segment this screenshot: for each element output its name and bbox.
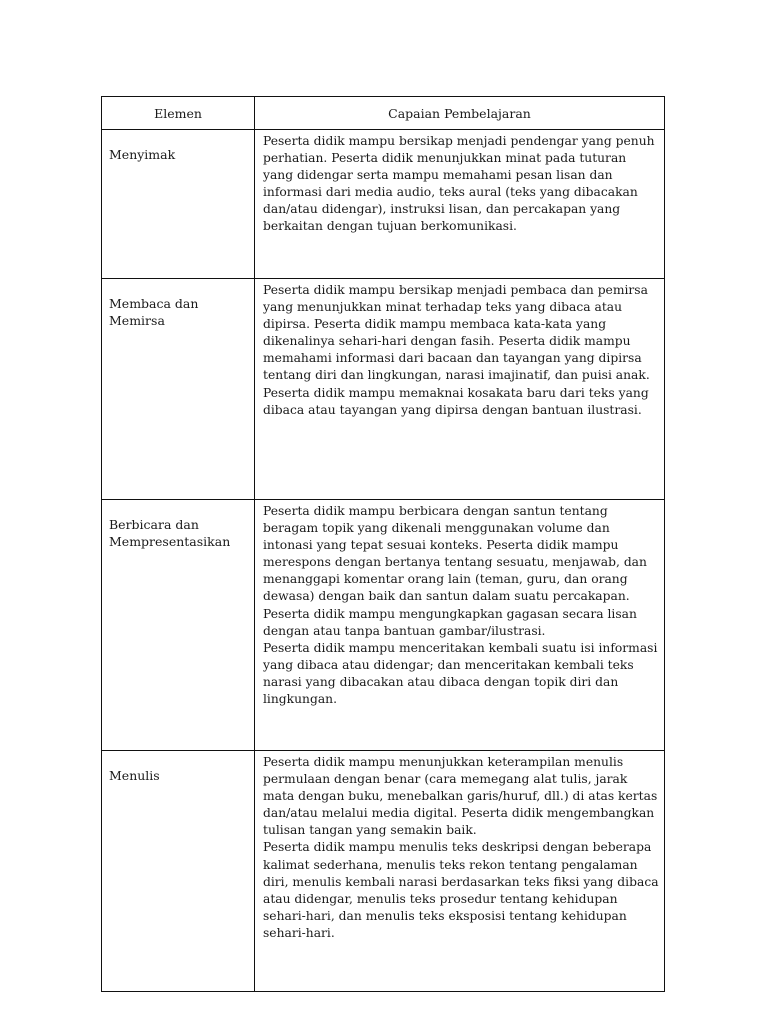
achievement-cell	[255, 500, 665, 751]
achievement-cell	[255, 751, 665, 992]
table-row-menulis	[102, 751, 665, 992]
achievement-paragraph: Peserta didik mampu menceritakan kembali suatu isi informasi yang dibaca atau didengar; dan menceritakan kembali teks narasi yang dibacakan atau dibaca dengan topik diri dan lingkungan.	[263, 640, 658, 707]
achievement-cell	[255, 130, 665, 279]
header-element: Elemen	[102, 97, 255, 130]
table-row-berbicara	[102, 500, 665, 751]
achievement-paragraph: Peserta didik mampu berbicara dengan santun tentang beragam topik yang dikenali menggunakan volume dan intonasi yang tepat sesuai konteks. Peserta didik mampu merespons dengan bertanya tentang sesuatu, menjawab, dan menanggapi komentar orang lain (teman, guru, dan orang dewasa) dengan baik dan santun dalam suatu percakapan. Peserta didik mampu mengungkapkan gagasan secara lisan dengan atau tanpa bantuan gambar/ilustrasi.	[263, 504, 647, 638]
achievement-paragraph: Peserta didik mampu menunjukkan keterampilan menulis permulaan dengan benar (cara memegang alat tulis, jarak mata dengan buku, menebalkan garis/huruf, dll.) di atas kertas dan/atau melalui media digital. Peserta didik mengembangkan tulisan tangan yang semakin baik.	[263, 755, 658, 838]
achievement-paragraph: Peserta didik mampu bersikap menjadi pendengar yang penuh perhatian. Peserta didik menunjukkan minat pada tuturan yang didengar serta mampu memahami pesan lisan dan informasi dari media audio, teks aural (teks yang dibacakan dan/atau didengar), instruksi lisan, dan percakapan yang berkaitan dengan tujuan berkomunikasi.	[263, 134, 655, 234]
element-cell: Menyimak	[102, 130, 255, 279]
achievement-paragraph: Peserta didik mampu bersikap menjadi pembaca dan pemirsa yang menunjukkan minat terhadap teks yang dibaca atau dipirsa. Peserta didik mampu membaca kata-kata yang dikenalinya sehari-hari dengan fasih. Peserta didik mampu memahami informasi dari bacaan dan tayangan yang dipirsa tentang diri dan lingkungan, narasi imajinatif, dan puisi anak. Peserta didik mampu memaknai kosakata baru dari teks yang dibaca atau tayangan yang dipirsa dengan bantuan ilustrasi.	[263, 283, 650, 417]
table-row-membaca-memirsa	[102, 279, 665, 500]
achievement-paragraph: Peserta didik mampu menulis teks deskripsi dengan beberapa kalimat sederhana, menulis teks rekon tentang pengalaman diri, menulis kembali narasi berdasarkan teks fiksi yang dibaca atau didengar, menulis teks prosedur tentang kehidupan sehari-hari, dan menulis teks eksposisi tentang kehidupan sehari-hari.	[263, 840, 659, 940]
table-header-row	[102, 97, 665, 130]
element-cell: Menulis	[102, 751, 255, 992]
table-row-menyimak	[102, 130, 665, 279]
element-cell: Membaca dan Memirsa	[102, 279, 255, 500]
learning-outcomes-table	[101, 96, 665, 992]
header-achievement: Capaian Pembelajaran	[255, 97, 665, 130]
achievement-cell	[255, 279, 665, 500]
element-cell: Berbicara dan Mempresentasikan	[102, 500, 255, 751]
